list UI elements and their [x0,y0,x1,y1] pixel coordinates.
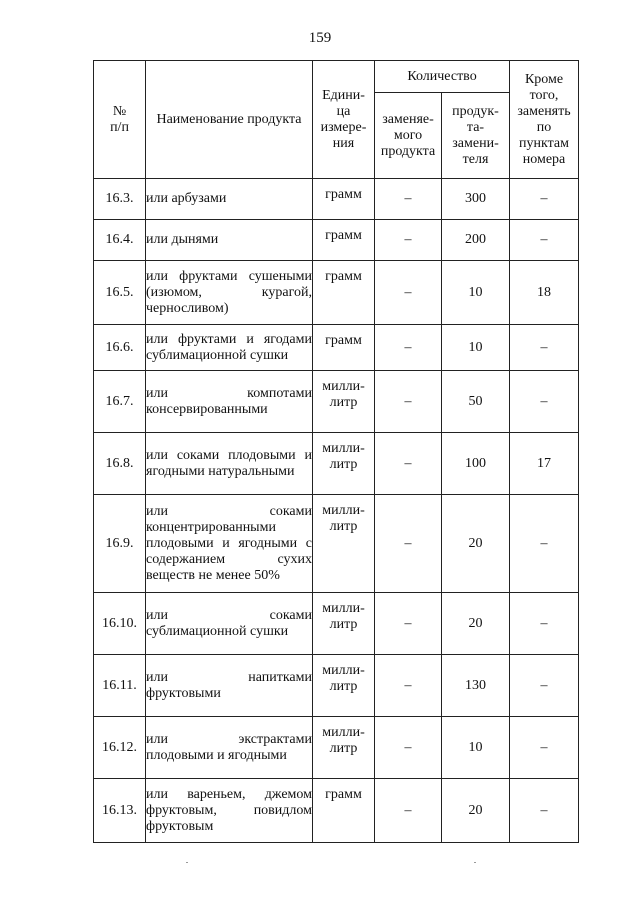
row-num: 16.4. [94,220,146,261]
row-extra: – [510,325,579,371]
table-row [94,220,579,261]
row-num: 16.13. [94,779,146,843]
row-num: 16.7. [94,371,146,433]
row-name: или соками концентрированными плодовыми и ягодными с содержанием сухих веществ не менее 50% [146,495,313,593]
header-unit: Едини- ца измере- ния [313,61,375,179]
row-replacement: 300 [442,179,510,220]
header-name: Наименование продукта [146,61,313,179]
row-name: или экстрактами плодовыми и ягодными [146,717,313,779]
table-row [94,593,579,655]
row-extra: – [510,179,579,220]
header-replaced: заменяе- мого продукта [375,93,442,179]
page-number: 159 [308,30,332,46]
header-extra: Кроме того, заменять по пунктам номера [510,61,579,179]
row-replaced: – [375,261,442,325]
row-replaced: – [375,779,442,843]
table-row [94,655,579,717]
row-name: или фруктами и ягодами сублимационной сушки [146,325,313,371]
row-unit: милли- литр [313,433,375,495]
row-replacement: 20 [442,593,510,655]
row-replacement: 10 [442,717,510,779]
row-unit: грамм [313,179,375,220]
row-replaced: – [375,495,442,593]
table-row [94,717,579,779]
table-row [94,779,579,843]
row-unit: милли- литр [313,495,375,593]
table-row [94,325,579,371]
row-name: или фруктами сушеными (изюмом, курагой, черносливом) [146,261,313,325]
table-row [94,433,579,495]
row-replaced: – [375,371,442,433]
table-row [94,371,579,433]
header-replacement: продук- та- замени- теля [442,93,510,179]
row-name: или соками плодовыми и ягодными натуральными [146,433,313,495]
row-unit: грамм [313,779,375,843]
row-extra: 18 [510,261,579,325]
row-replaced: – [375,433,442,495]
row-name: или компотами консервированными [146,371,313,433]
row-extra: – [510,495,579,593]
row-replacement: 10 [442,325,510,371]
row-replacement: 20 [442,495,510,593]
substitution-table [93,60,579,843]
row-unit: грамм [313,261,375,325]
row-name: или вареньем, джемом фруктовым, повидлом фруктовым [146,779,313,843]
row-extra: – [510,371,579,433]
row-name: или соками сублимационной сушки [146,593,313,655]
row-unit: грамм [313,325,375,371]
row-num: 16.10. [94,593,146,655]
row-num: 16.8. [94,433,146,495]
header-num: № п/п [94,61,146,179]
row-extra: – [510,779,579,843]
row-num: 16.9. [94,495,146,593]
row-name: или дынями [146,220,313,261]
header-quantity: Количество [375,61,510,93]
row-num: 16.11. [94,655,146,717]
row-extra: – [510,655,579,717]
row-replacement: 50 [442,371,510,433]
row-replaced: – [375,655,442,717]
row-num: 16.12. [94,717,146,779]
row-replaced: – [375,593,442,655]
row-num: 16.3. [94,179,146,220]
header-row-1 [94,61,579,93]
scan-speck [474,862,476,863]
scan-speck [186,862,188,863]
row-unit: грамм [313,220,375,261]
row-unit: милли- литр [313,655,375,717]
row-replacement: 20 [442,779,510,843]
row-replacement: 100 [442,433,510,495]
row-replaced: – [375,220,442,261]
row-replaced: – [375,717,442,779]
table-row [94,261,579,325]
row-replaced: – [375,179,442,220]
row-replacement: 130 [442,655,510,717]
table-row [94,179,579,220]
row-name: или арбузами [146,179,313,220]
row-num: 16.5. [94,261,146,325]
row-unit: милли- литр [313,717,375,779]
row-extra: – [510,717,579,779]
row-unit: милли- литр [313,593,375,655]
row-replaced: – [375,325,442,371]
row-num: 16.6. [94,325,146,371]
row-extra: – [510,593,579,655]
table-row [94,495,579,593]
row-replacement: 200 [442,220,510,261]
row-extra: 17 [510,433,579,495]
row-name: или напитками фруктовыми [146,655,313,717]
row-unit: милли- литр [313,371,375,433]
row-replacement: 10 [442,261,510,325]
row-extra: – [510,220,579,261]
